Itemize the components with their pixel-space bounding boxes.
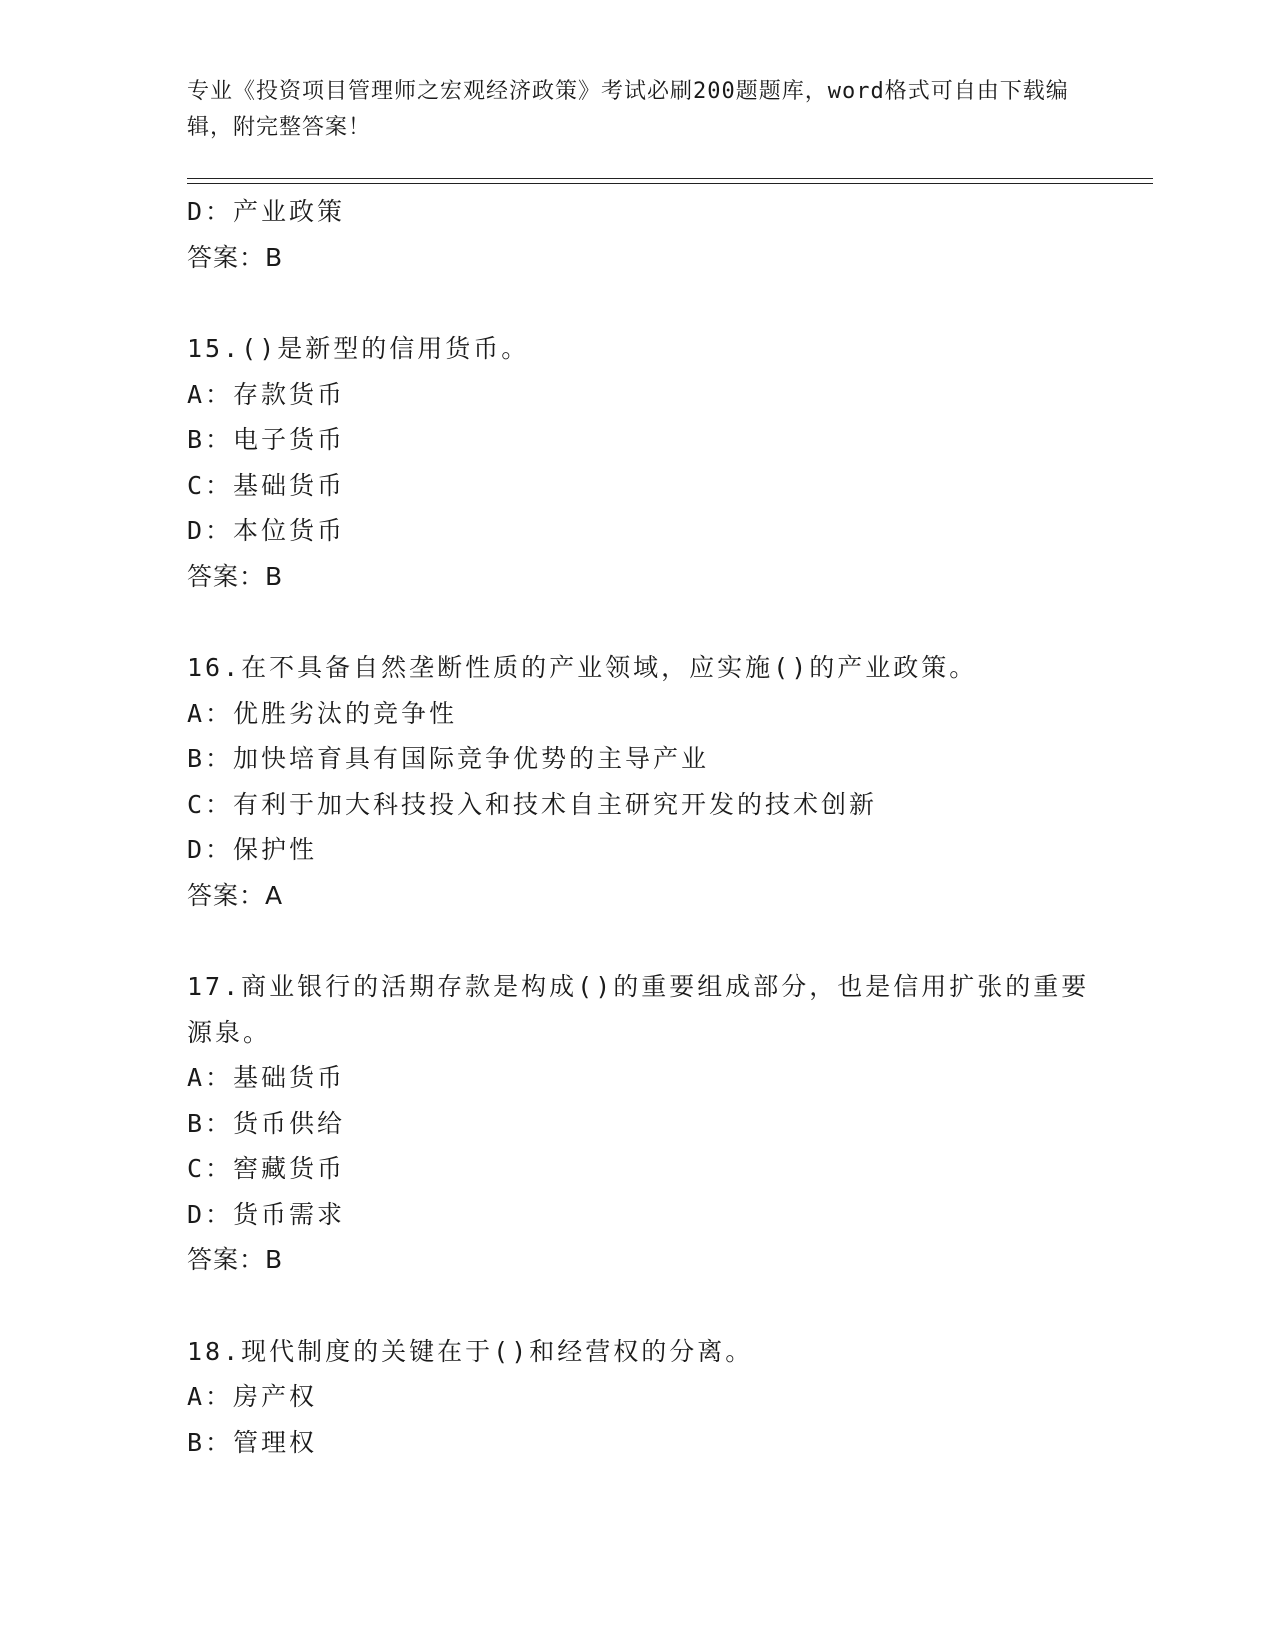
option-c: C：有利于加大科技投入和技术自主研究开发的技术创新 [187, 789, 878, 819]
header-rule-bottom [187, 183, 1153, 184]
document-body [187, 189, 1107, 1465]
answer: 答案：B [187, 561, 284, 591]
option-a: A：房产权 [187, 1382, 318, 1411]
question-text: 15.()是新型的信用货币。 [187, 334, 530, 363]
option-d: D：货币需求 [187, 1199, 346, 1229]
option-d: D：保护性 [187, 835, 318, 864]
answer: 答案：B [187, 1245, 284, 1274]
question-16 [187, 645, 1107, 918]
question-17 [187, 964, 1107, 1283]
question-text: 18.现代制度的关键在于()和经营权的分离。 [187, 1336, 754, 1366]
option-d: D：本位货币 [187, 516, 346, 545]
option-d: D：产业政策 [187, 197, 346, 226]
question-text: 17.商业银行的活期存款是构成()的重要组成部分，也是信用扩张的重要源泉。 [187, 972, 1090, 1047]
document-header: 专业《投资项目管理师之宏观经济政策》考试必刷200题题库，word格式可自由下载编辑，附完整答案！ [187, 79, 1069, 140]
option-b: B：加快培育具有国际竞争优势的主导产业 [187, 744, 710, 773]
option-a: A：存款货币 [187, 379, 346, 409]
answer: 答案：A [187, 880, 284, 910]
question-18 [187, 1329, 1107, 1466]
option-a: A：基础货币 [187, 1063, 346, 1092]
question-text: 16.在不具备自然垄断性质的产业领域，应实施()的产业政策。 [187, 653, 978, 682]
answer: 答案：B [187, 242, 284, 272]
question-15 [187, 326, 1107, 599]
header-rule-top [187, 178, 1153, 179]
option-c: C：窖藏货币 [187, 1154, 346, 1183]
option-a: A：优胜劣汰的竞争性 [187, 698, 458, 728]
option-b: B：电子货币 [187, 425, 346, 454]
option-b: B：货币供给 [187, 1108, 346, 1138]
option-c: C：基础货币 [187, 470, 346, 500]
option-b: B：管理权 [187, 1427, 318, 1457]
